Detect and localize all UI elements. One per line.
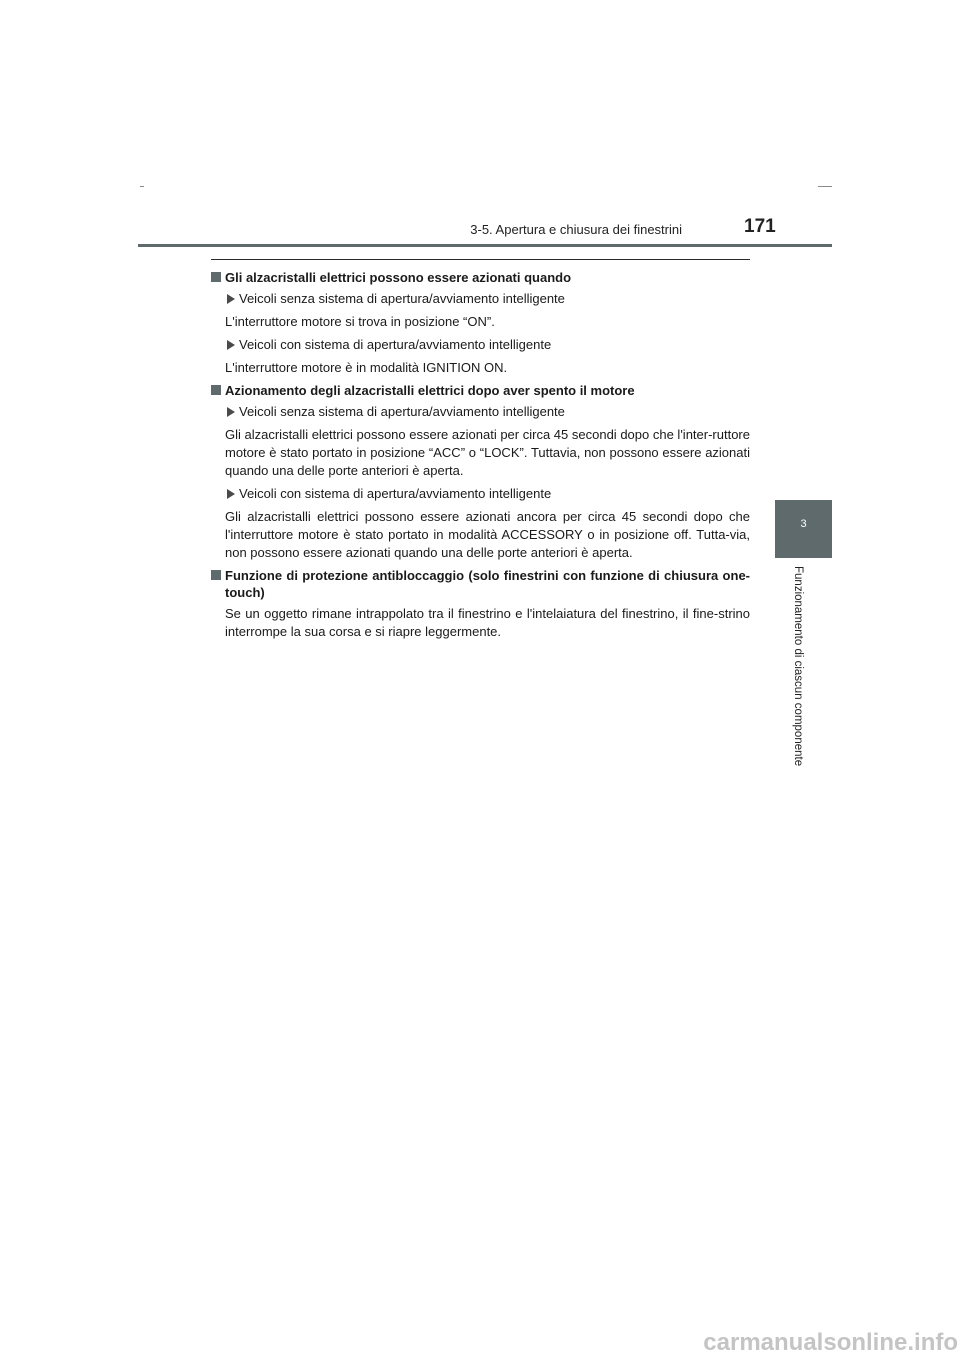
section-heading (211, 382, 750, 399)
section-heading-text: Funzione di protezione antibloccaggio (solo finestrini con funzione di chiusura one-touch) (225, 568, 750, 600)
watermark-logo (680, 1320, 960, 1358)
triangle-right-icon (227, 340, 235, 350)
triangle-right-icon (227, 407, 235, 417)
chapter-label-container (788, 566, 812, 796)
body-paragraph: Se un oggetto rimane intrappolato tra il finestrino e l'intelaiatura del finestrino, il fine-strino interrompe la sua corsa e si riapre leggermente. (225, 606, 750, 639)
body-paragraph: L'interruttore motore si trova in posizione “ON”. (225, 314, 495, 329)
sub-bullet-text: Veicoli senza sistema di apertura/avviamento intelligente (239, 404, 565, 419)
sub-bullet (211, 403, 750, 421)
page-header (0, 214, 960, 254)
triangle-right-icon (227, 489, 235, 499)
sub-bullet-text: Veicoli con sistema di apertura/avviamento intelligente (239, 337, 552, 352)
square-bullet-icon (211, 272, 221, 282)
page-content (211, 259, 750, 646)
svg-text:carmanualsonline.info: carmanualsonline.info (703, 1329, 958, 1356)
content-top-rule (211, 259, 750, 260)
body-paragraph: Gli alzacristalli elettrici possono essere azionati ancora per circa 45 secondi dopo che l'interruttore motore è stato portato in modalità ACCESSORY o in posizione off. Tutta-via, non possono essere azionati quando una delle porte anteriori è aperta. (225, 509, 750, 560)
sub-bullet-text: Veicoli con sistema di apertura/avviamento intelligente (239, 486, 552, 501)
sub-bullet (211, 336, 750, 354)
header-section-title: 3-5. Apertura e chiusura dei finestrini (470, 222, 682, 237)
section-heading-text: Azionamento degli alzacristalli elettrici dopo aver spento il motore (225, 383, 635, 398)
triangle-right-icon (227, 294, 235, 304)
chapter-number: 3 (800, 518, 807, 530)
section-heading (211, 269, 750, 286)
sub-bullet-text: Veicoli senza sistema di apertura/avviamento intelligente (239, 291, 565, 306)
section-heading (211, 567, 750, 601)
header-rule (138, 244, 832, 247)
sub-bullet (211, 290, 750, 308)
square-bullet-icon (211, 570, 221, 580)
square-bullet-icon (211, 385, 221, 395)
chapter-label: Funzionamento di ciascun componente (792, 566, 804, 767)
section-heading-text: Gli alzacristalli elettrici possono essere azionati quando (225, 270, 572, 285)
crop-mark-left (140, 186, 144, 187)
body-paragraph: Gli alzacristalli elettrici possono essere azionati per circa 45 secondi dopo che l'inter-ruttore motore è stato portato in posizione “ACC” o “LOCK”. Tuttavia, non possono essere azionati quando una delle porte anteriori è aperta. (225, 427, 750, 478)
sub-bullet (211, 485, 750, 503)
body-paragraph: L'interruttore motore è in modalità IGNITION ON. (225, 360, 508, 375)
page-number: 171 (744, 216, 776, 237)
chapter-tab (775, 500, 832, 558)
crop-mark-right (818, 186, 832, 187)
